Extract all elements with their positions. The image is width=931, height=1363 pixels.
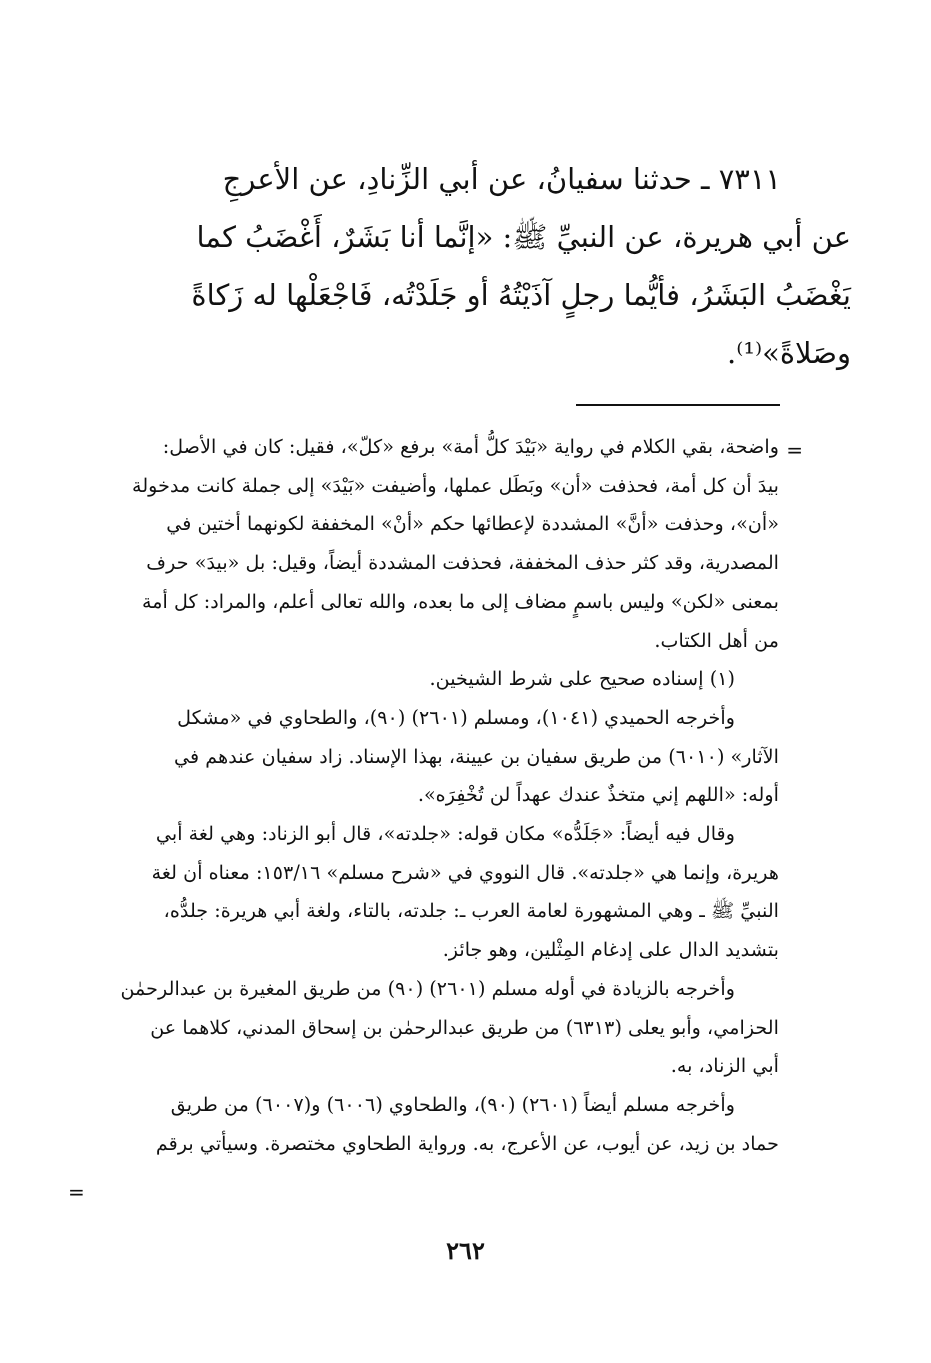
footnote-line: وأخرجه الحميدي (١٠٤١)، ومسلم (٢٦٠١) (٩٠)، والطحاوي في «مشكل <box>177 705 735 729</box>
hadith-line: عن أبي هريرة، عن النبيِّ ﷺ: «إنَّما أنا بَشَرٌ، أَغْضَبُ كما <box>196 220 851 254</box>
footnote-line: وقال فيه أيضاً: «جَلَدُّه» مكان قوله: «جلدته»، قال أبو الزناد: وهي لغة أبي <box>155 822 735 846</box>
footnote-line: «أن»، وحذفت «أنَّ» المشددة لإعطائها حكم «أنْ» المخففة لكونهما أختين في <box>166 512 779 536</box>
footnote-line: أبي الزناد، به. <box>670 1054 779 1078</box>
footnote-line: واضحة، بقي الكلام في رواية «بَيْدَ كلُّ أمة» برفع «كلّ»، فقيل: كان في الأصل: <box>162 435 779 458</box>
footnote-line: وأخرجه مسلم أيضاً (٢٦٠١) (٩٠)، والطحاوي (٦٠٠٦) و(٦٠٠٧) من طريق <box>170 1092 735 1116</box>
footnote-line: هريرة، وإنما هي «جلدته». قال النووي في «شرح مسلم» ١٥٣/١٦: معناه أن لغة <box>151 860 779 884</box>
footnote-line: بمعنى «لكن» وليس باسمٍ مضاف إلى ما بعده، والله تعالى أعلم، والمراد: كل أمة <box>141 589 779 613</box>
footnote-line: أوله: «اللهم إني متخذٌ عندك عهداً لن تُخْفِرَه». <box>417 783 779 807</box>
footnote-line: بيدَ أن كل أمة، فحذفت «أن» وبَطَل عملها، وأضيفت «بَيْدَ» إلى جملة كانت مدخولة <box>132 473 779 497</box>
hadith-line: يَغْضَبُ البَشَرُ، فأيُّما رجلٍ آذَيْتُهُ أو جَلَدْتُه، فَاجْعَلْها له زَكاةً <box>191 278 851 312</box>
hadith-line: ٧٣١١ ـ حدثنا سفيانُ، عن أبي الزِّنادِ، عن الأعرجِ <box>222 162 781 196</box>
footnote-line: بتشديد الدال على إدغام المِثْلين، وهو جائز. <box>442 938 779 962</box>
hadith-line: وصَلاةً»⁽¹⁾. <box>727 336 851 370</box>
continuation-marker: = <box>68 1180 85 1204</box>
footnote-line: من أهل الكتاب. <box>654 628 779 652</box>
footnote-heading: (١) إسناده صحيح على شرط الشيخين. <box>429 667 735 691</box>
footnote-line: الحزامي، وأبو يعلى (٦٣١٣) من طريق عبدالرحمٰن بن إسحاق المدني، كلاهما عن <box>150 1015 779 1039</box>
page-number: ٢٦٢ <box>446 1236 485 1265</box>
footnotes <box>76 428 779 1163</box>
hadith-text <box>80 150 851 382</box>
footnote-line: النبيِّ ﷺ ـ وهي المشهورة لعامة العرب ـ: جلدته، بالتاء، ولغة أبي هريرة: جلدُّه، <box>163 899 779 923</box>
footnote-line: وأخرجه بالزيادة في أوله مسلم (٢٦٠١) (٩٠) من طريق المغيرة بن عبدالرحمٰن <box>120 976 735 1000</box>
footnote-divider <box>576 404 780 406</box>
footnote-line: المصدرية، وقد كثر حذف المخففة، فحذفت المشددة أيضاً، وقيل: بل «بيدَ» حرف <box>146 551 779 575</box>
footnote-line: الآثار» (٦٠١٠) من طريق سفيان بن عيينة، بهذا الإسناد. زاد سفيان عندهم في <box>174 744 779 768</box>
continuation-marker: = <box>786 438 803 462</box>
footnote-line: حماد بن زيد، عن أيوب، عن الأعرج، به. ورواية الطحاوي مختصرة. وسيأتي برقم <box>155 1131 779 1155</box>
